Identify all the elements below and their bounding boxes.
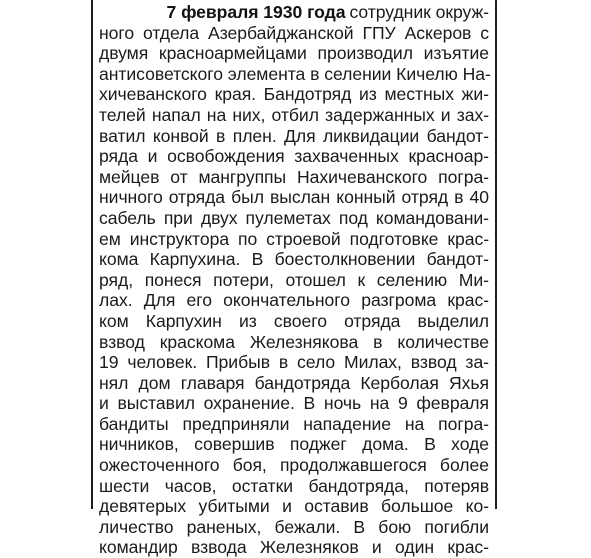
article-line: 19 человек. Прибыв в село Милах, взвод за- [99,352,489,373]
article-line: и выставил охранение. В ночь на 9 февраля [99,393,489,414]
article-column [91,0,497,558]
article-line: ного отдела Азербайджанской ГПУ Аскеров с [99,22,489,43]
date-heading: 7 февраля 1930 года [166,2,346,22]
article-line: командир взвода Железняков и один крас- [99,537,489,558]
article-line: двумя красноармейцами производил изъятие [99,43,489,64]
article-line: антисоветского элемента в селении Кичелю На- [99,63,491,84]
article-line: ничников, совершив поджег дома. В ходе [99,434,489,455]
article-line: телей напал на них, отбил задержанных и зах- [99,104,489,125]
article-line: девятерых убитыми и оставив большое ко- [99,496,489,517]
article-line: ряд, понеся потери, отошел к селению Ми- [99,269,489,290]
article-line: бандиты предприняли нападение на погра- [99,413,489,434]
article-line: взвод краскома Железнякова в количестве [99,331,489,352]
article-line: нял дом главаря бандотряда Керболая Яхья [99,372,489,393]
article-line: ряда и освобождения захваченных красноар- [99,146,489,167]
article-line: лах. Для его окончательного разгрома крас- [99,290,489,311]
article-line: ватил конвой в плен. Для ликвидации бандот- [99,125,489,146]
article-line: кома Карпухина. В боестолкновении бандот- [99,249,489,270]
article-first-line [99,2,489,23]
article-line: хичеванского края. Бандотряд из местных жи- [99,84,489,105]
article-line: сотрудник окруж- [349,2,489,22]
article-line: шести часов, остатки бандотряда, потеряв [99,475,489,496]
article-line: сабель при двух пулеметах под командовани- [99,207,489,228]
article-line: ожесточенного боя, продолжавшегося более [99,455,489,476]
article-line: ничного отряда был выслан конный отряд в 40 [99,187,489,208]
article-line: ком Карпухин из своего отряда выделил [99,310,489,331]
article-line: личество раненых, бежали. В бою погибли [99,516,489,537]
article-line: мейцев от мангруппы Нахичеванского погра- [99,166,489,187]
article-line: ем инструктора по строевой подготовке крас- [99,228,489,249]
